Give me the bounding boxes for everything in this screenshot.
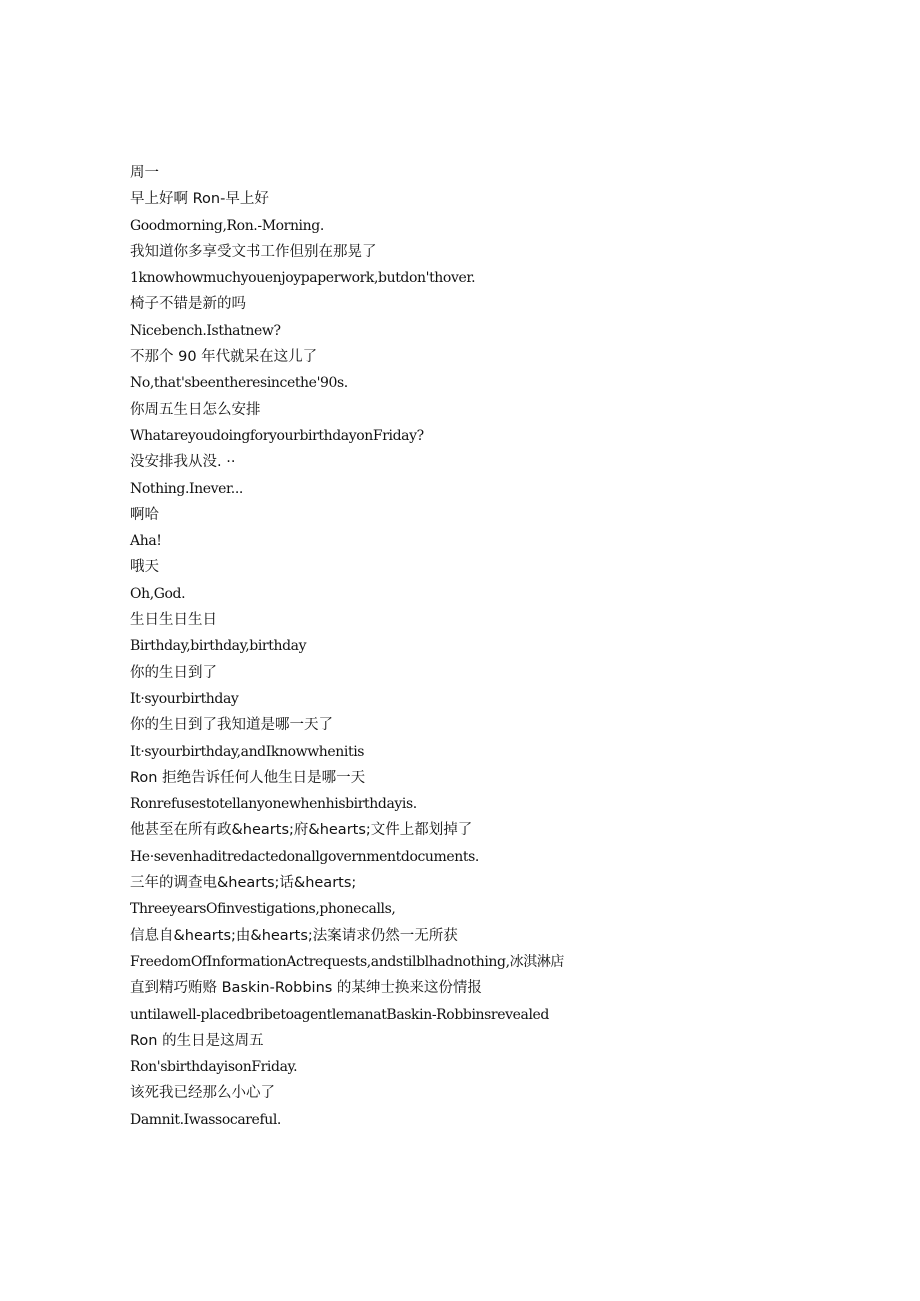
transcript-line: 你的生日到了 [130, 664, 217, 681]
transcript-line: No,that'sbeentheresincethe'90s. [130, 375, 348, 392]
transcript-line: ThreeyearsOfinvestigations,phonecalls, [130, 901, 396, 918]
transcript-line: 生日生日生日 [130, 612, 217, 629]
transcript-line: Ron 的生日是这周五 [130, 1032, 264, 1049]
transcript-line: untilawell-placedbribetoagentlemanatBaskin-Robbinsrevealed [130, 1006, 549, 1023]
transcript-line: 你周五生日怎么安排 [130, 401, 261, 418]
transcript-line: Goodmorning,Ron.-Morning. [130, 217, 324, 234]
transcript-line: 早上好啊 Ron-早上好 [130, 191, 269, 208]
transcript-line: FreedomOfInformationActrequests,andstilblhadnothing,冰淇淋店 [130, 953, 565, 970]
transcript-line: 不那个 90 年代就呆在这儿了 [130, 349, 318, 366]
transcript-line: 周一 [130, 165, 159, 181]
transcript-line: WhatareyoudoingforyourbirthdayonFriday? [130, 427, 424, 444]
transcript-line: Aha! [130, 533, 162, 550]
transcript-line: 你的生日到了我知道是哪一天了 [130, 717, 333, 734]
transcript-line: Ron'sbirthdayisonFriday. [130, 1059, 298, 1076]
transcript-line: 他甚至在所有政&hearts;府&hearts;文件上都划掉了 [130, 822, 473, 839]
transcript-line: Ronrefusestotellanyonewhenhisbirthdayis. [130, 796, 417, 813]
transcript-line: Nothing.Inever... [130, 480, 243, 497]
transcript-line: Ron 拒绝告诉任何人他生日是哪一天 [130, 769, 366, 786]
transcript-line: 三年的调查电&hearts;话&hearts; [130, 875, 357, 892]
transcript-line: Oh,God. [130, 585, 186, 602]
transcript-line: It·syourbirthday,andIknowwhenitis [130, 743, 365, 760]
transcript-line: 该死我已经那么小心了 [130, 1085, 275, 1102]
transcript-line: 直到精巧贿赂 Baskin-Robbins 的某绅士换来这份情报 [130, 980, 482, 997]
transcript-line: 哦天 [130, 559, 159, 576]
transcript-line: Damnit.Iwassocareful. [130, 1111, 281, 1128]
transcript-line: It·syourbirthday [130, 690, 239, 707]
transcript-line: He·sevenhaditredactedonallgovernmentdocuments. [130, 848, 479, 865]
transcript-line: 椅子不错是新的吗 [130, 296, 246, 313]
transcript-line: Birthday,birthday,birthday [130, 638, 307, 655]
transcript-line: 啊哈 [130, 506, 159, 523]
transcript-line: 1knowhowmuchyouenjoypaperwork,butdon'thover. [130, 270, 476, 287]
dialogue-transcript [130, 160, 810, 1133]
transcript-line: 我知道你多享受文书工作但别在那晃了 [130, 243, 377, 260]
transcript-line: 信息自&hearts;由&hearts;法案请求仍然一无所获 [130, 927, 458, 944]
transcript-line: Nicebench.Isthatnew? [130, 322, 281, 339]
transcript-line: 没安排我从没. ·· [130, 454, 236, 471]
